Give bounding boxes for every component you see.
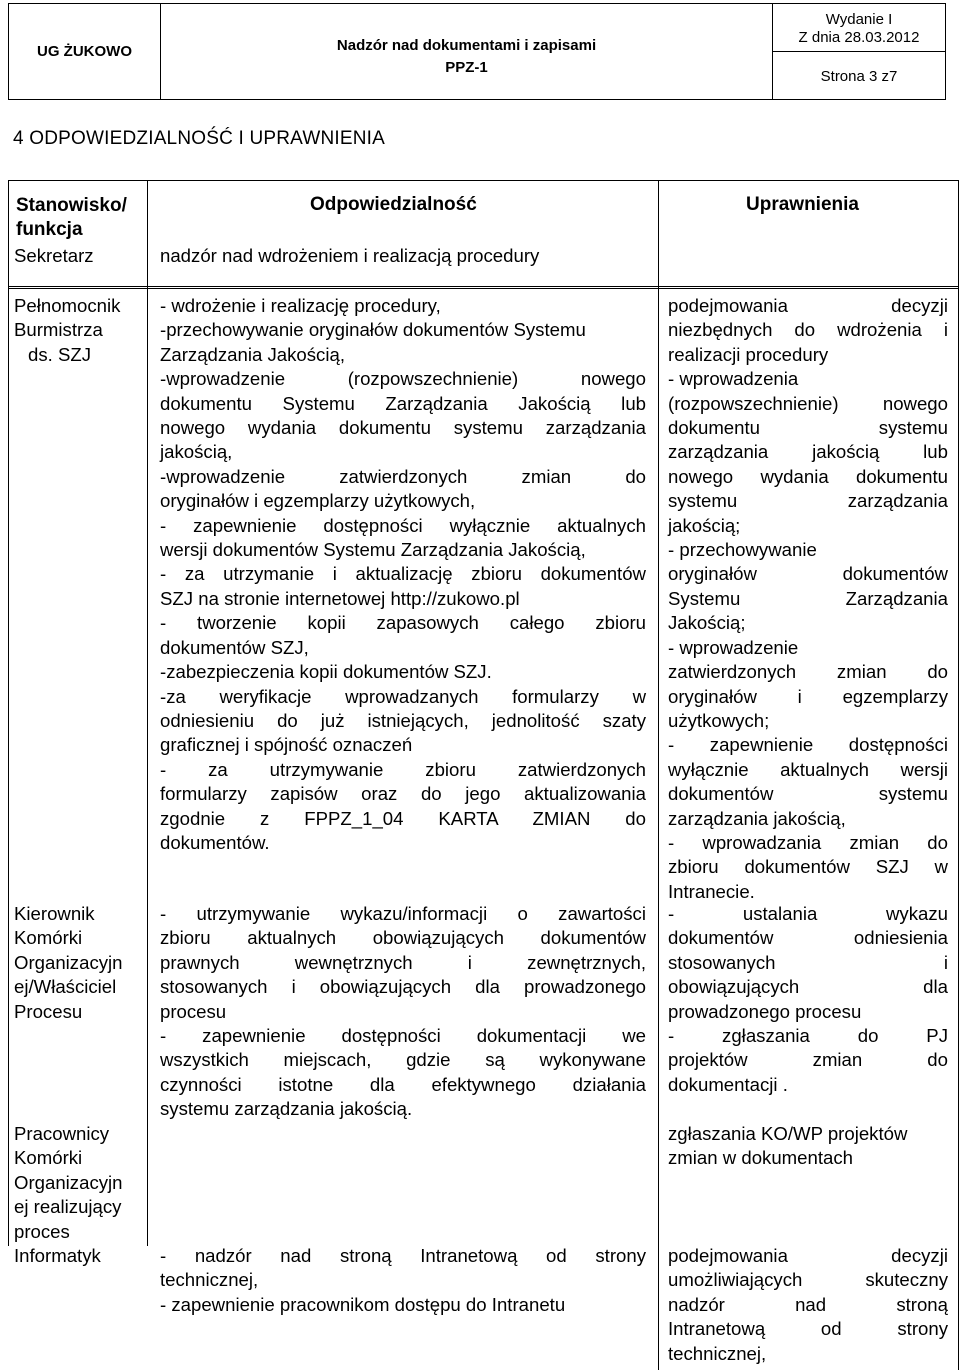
role-pelnomocnik: [14, 294, 120, 367]
resp-line: jakością,: [160, 441, 233, 463]
role-line: ej/Właściciel: [14, 976, 117, 998]
rights-line: obowiązujących dla: [668, 976, 948, 998]
role-line: Komórki: [14, 927, 83, 949]
header-title-block: [161, 4, 773, 99]
role-line: Organizacyjn: [14, 951, 123, 973]
rights-line: Intranetową od strony: [668, 1318, 948, 1340]
role-line: proces: [14, 1220, 70, 1242]
header-page: Strona 3 z7: [820, 68, 898, 85]
resp-line: prawnych wewnętrznych i zewnętrznych,: [160, 951, 646, 973]
rights-line: oryginałów dokumentów: [668, 563, 948, 585]
rights-line: systemu zarządzania: [668, 490, 948, 512]
header-date: Z dnia 28.03.2012: [798, 29, 920, 46]
rights-line: jakością;: [668, 514, 741, 536]
resp-sekretarz: [160, 244, 539, 268]
header-code: PPZ-1: [445, 59, 488, 76]
col-header-position: [16, 194, 127, 242]
resp-line: nowego wydania dokumentu systemu zarządzania: [160, 417, 646, 439]
resp-line: -wprowadzenie (rozpowszechnienie) nowego: [160, 368, 646, 390]
col-header-position-line1: Stanowisko/: [16, 195, 127, 216]
rights-line: - zapewnienie dostępności: [668, 734, 948, 756]
header-title: Nadzór nad dokumentami i zapisami: [336, 37, 597, 54]
resp-kierownik: [160, 902, 646, 1122]
header-edition-block: [773, 4, 945, 52]
rights-line: - ustalania wykazu: [668, 903, 948, 924]
resp-line: - tworzenie kopii zapasowych całego zbioru: [160, 612, 646, 634]
resp-line: - zapewnienie dostępności dokumentacji we: [160, 1025, 646, 1047]
role-kierownik: [14, 902, 123, 1024]
rights-line: Systemu Zarządzania: [668, 587, 948, 609]
table-border-left-upper: [8, 180, 9, 1246]
role-line: Pełnomocnik: [14, 295, 121, 316]
rights-line: zarządzania jakością,: [668, 807, 846, 829]
rights-line: podejmowania decyzji: [668, 295, 948, 316]
resp-line: dokumentów.: [160, 831, 270, 853]
rights-line: - wprowadzenia: [668, 368, 799, 390]
resp-line: -przechowywanie oryginałów dokumentów Systemu: [160, 319, 586, 341]
resp-line: zbioru aktualnych obowiązujących dokumentów: [160, 927, 646, 949]
role-line: ej realizujący: [14, 1196, 122, 1218]
role-line: Burmistrza: [14, 319, 103, 341]
resp-line: -zabezpieczenia kopii dokumentów SZJ.: [160, 661, 492, 683]
rights-line: dokumentacji .: [668, 1073, 788, 1095]
rights-line: wyłącznie aktualnych wersji: [668, 758, 948, 780]
resp-line: formularzy zapisów oraz do jego aktualizowania: [160, 783, 646, 805]
resp-line: - za utrzymywanie zbioru zatwierdzonych: [160, 758, 646, 780]
rights-line: - zgłaszania do PJ: [668, 1025, 948, 1047]
rights-line: - przechowywanie: [668, 539, 817, 561]
resp-line: wszystkich miejscach, gdzie są wykonywane: [160, 1049, 646, 1071]
table-col-divider-1: [147, 180, 148, 1246]
resp-line: wersji dokumentów Systemu Zarządzania Jakością,: [160, 539, 586, 561]
resp-line: - nadzór nad stroną Intranetową od strony: [160, 1245, 646, 1266]
resp-line: dokumentów SZJ,: [160, 636, 309, 658]
rights-line: nowego wydania dokumentu: [668, 465, 948, 487]
rights-line: użytkowych;: [668, 709, 770, 731]
resp-line: zgodnie z FPPZ_1_04 KARTA ZMIAN do: [160, 807, 646, 829]
rights-line: prowadzonego procesu: [668, 1000, 862, 1022]
table-border-right: [958, 180, 959, 1370]
role-informatyk: [14, 1244, 101, 1268]
resp-line: - wdrożenie i realizację procedury,: [160, 295, 441, 316]
rights-line: Intranecie.: [668, 880, 755, 902]
role-line: Kierownik: [14, 903, 95, 924]
header-edition: Wydanie I: [825, 11, 893, 28]
rights-informatyk: [668, 1244, 948, 1366]
section-title: 4 ODPOWIEDZIALNOŚĆ I UPRAWNIENIA: [13, 128, 386, 149]
resp-line: -za weryfikacje wprowadzanych formularzy w: [160, 685, 646, 707]
rights-line: realizacji procedury: [668, 343, 829, 365]
role-line: Organizacyjn: [14, 1171, 123, 1193]
rights-line: - wprowadzenie: [668, 636, 799, 658]
role-line: Informatyk: [14, 1245, 101, 1266]
col-header-rights: Uprawnienia: [746, 194, 859, 215]
col-header-responsibility: Odpowiedzialność: [310, 194, 477, 215]
resp-line: - zapewnienie dostępności wyłącznie aktualnych: [160, 514, 646, 536]
resp-line: oryginałów i egzemplarzy użytkowych,: [160, 490, 476, 512]
rights-line: zbioru dokumentów SZJ w: [668, 856, 948, 878]
resp-line: - za utrzymanie i aktualizację zbioru dokumentów: [160, 563, 646, 585]
rights-line: zmian w dokumentach: [668, 1147, 853, 1169]
resp-line: technicznej,: [160, 1269, 259, 1291]
resp-line: -wprowadzenie zatwierdzonych zmian do: [160, 465, 646, 487]
role-line: Sekretarz: [14, 245, 94, 266]
rights-line: podejmowania decyzji: [668, 1245, 948, 1266]
rights-line: projektów zmian do: [668, 1049, 948, 1071]
resp-line: SZJ na stronie internetowej http://zukowo.pl: [160, 587, 520, 609]
rights-line: oryginałów i egzemplarzy: [668, 685, 948, 707]
role-line: ds. SZJ: [28, 343, 92, 365]
resp-line: stosowanych i obowiązujących dla prowadzonego: [160, 976, 646, 998]
header-meta: [773, 4, 945, 99]
resp-line: nadzór nad wdrożeniem i realizacją procedury: [160, 245, 540, 266]
rights-line: niezbędnych do wdrożenia i: [668, 319, 948, 341]
role-sekretarz: [14, 244, 94, 268]
rights-pracownicy: [668, 1122, 948, 1171]
role-line: Pracownicy: [14, 1123, 110, 1144]
resp-line: Zarządzania Jakością,: [160, 343, 345, 365]
rights-line: zarządzania jakością lub: [668, 441, 948, 463]
table-row-divider-double: [8, 288, 959, 289]
role-pracownicy: [14, 1122, 123, 1244]
rights-pelnomocnik: [668, 294, 948, 904]
resp-line: odniesieniu do już istniejących, jednolitość szaty: [160, 709, 646, 731]
rights-line: stosowanych i: [668, 951, 948, 973]
rights-line: dokumentów odniesienia: [668, 927, 948, 949]
rights-line: zatwierdzonych zmian do: [668, 661, 948, 683]
role-line: Procesu: [14, 1000, 83, 1022]
rights-line: dokumentu systemu: [668, 417, 948, 439]
table-col-divider-2: [658, 180, 659, 1370]
rights-line: zgłaszania KO/WP projektów: [668, 1123, 908, 1144]
resp-informatyk: [160, 1244, 646, 1317]
rights-line: nadzór nad stroną: [668, 1293, 948, 1315]
resp-line: systemu zarządzania jakością.: [160, 1098, 413, 1120]
rights-line: technicznej,: [668, 1342, 767, 1364]
resp-line: dokumentu Systemu Zarządzania Jakością lub: [160, 392, 646, 414]
table-row-divider: [8, 286, 959, 287]
resp-line: procesu: [160, 1000, 227, 1022]
table-border-top: [8, 180, 959, 181]
header-org: UG ŻUKOWO: [9, 4, 161, 99]
rights-kierownik: [668, 902, 948, 1097]
role-line: Komórki: [14, 1147, 83, 1169]
col-header-position-line2: funkcja: [16, 219, 83, 240]
resp-line: - utrzymywanie wykazu/informacji o zawartości: [160, 903, 646, 924]
resp-line: graficznej i spójność oznaczeń: [160, 734, 413, 756]
resp-line: czynności istotne dla efektywnego działania: [160, 1073, 646, 1095]
rights-line: umożliwiających skuteczny: [668, 1269, 948, 1291]
rights-line: - wprowadzania zmian do: [668, 831, 948, 853]
rights-line: dokumentów systemu: [668, 783, 948, 805]
rights-line: (rozpowszechnienie) nowego: [668, 392, 948, 414]
document-header: [8, 3, 946, 100]
rights-line: Jakością;: [668, 612, 746, 634]
resp-line: - zapewnienie pracownikom dostępu do Intranetu: [160, 1293, 566, 1315]
resp-pelnomocnik: [160, 294, 646, 855]
